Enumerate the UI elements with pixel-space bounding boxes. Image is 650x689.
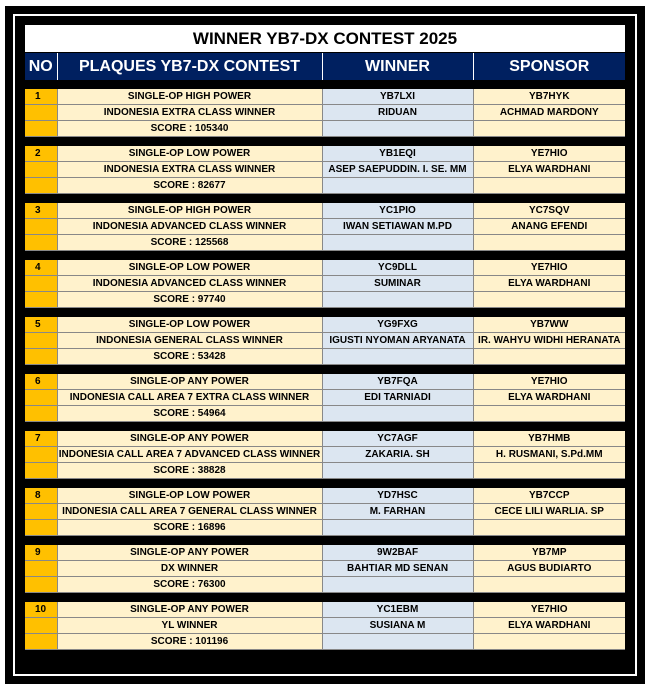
header-winner: WINNER [322,53,473,81]
entry-category: SINGLE-OP ANY POWER [57,602,322,618]
entry-score: SCORE : 82677 [57,178,322,194]
entry-category: SINGLE-OP HIGH POWER [57,203,322,219]
entry-number: 8 [25,488,57,504]
entry-row-class [25,105,625,121]
entry-score: SCORE : 53428 [57,349,322,365]
entry-row-category [25,146,625,162]
number-cell-filler [25,162,57,178]
header-plaques: PLAQUES YB7-DX CONTEST [57,53,322,81]
winner-empty-cell [322,121,473,137]
winner-empty-cell [322,292,473,308]
number-cell-filler [25,292,57,308]
entry-row-score [25,577,625,593]
number-cell-filler [25,349,57,365]
entry-row-score [25,406,625,422]
row-gap [25,251,625,261]
entry-row-category [25,317,625,333]
entry-row-score [25,349,625,365]
gap-cell [25,593,625,603]
entry-score: SCORE : 16896 [57,520,322,536]
gap-cell [25,650,625,660]
gap-cell [25,422,625,432]
gap-cell [25,308,625,318]
winner-name: RIDUAN [322,105,473,121]
entry-row-category [25,374,625,390]
row-gap [25,308,625,318]
number-cell-filler [25,105,57,121]
entry-class: INDONESIA CALL AREA 7 ADVANCED CLASS WINNER [57,447,322,463]
winner-callsign: YD7HSC [322,488,473,504]
row-gap [25,650,625,660]
number-cell-filler [25,406,57,422]
winner-name: ASEP SAEPUDDIN. I. SE. MM [322,162,473,178]
sponsor-name: ACHMAD MARDONY [473,105,625,121]
sponsor-empty-cell [473,235,625,251]
row-gap [25,80,625,89]
entry-row-category [25,89,625,105]
sponsor-callsign: YC7SQV [473,203,625,219]
gap-cell [25,365,625,375]
row-gap [25,593,625,603]
entry-score: SCORE : 125568 [57,235,322,251]
sponsor-name: H. RUSMANI, S.Pd.MM [473,447,625,463]
sponsor-callsign: YB7MP [473,545,625,561]
winner-empty-cell [322,577,473,593]
number-cell-filler [25,333,57,349]
entry-category: SINGLE-OP LOW POWER [57,260,322,276]
number-cell-filler [25,178,57,194]
entry-class: INDONESIA GENERAL CLASS WINNER [57,333,322,349]
entry-row-score [25,634,625,650]
entry-class: INDONESIA EXTRA CLASS WINNER [57,105,322,121]
gap-cell [25,479,625,489]
number-cell-filler [25,235,57,251]
row-gap [25,479,625,489]
sponsor-callsign: YB7HYK [473,89,625,105]
entry-row-class [25,333,625,349]
number-cell-filler [25,577,57,593]
entry-row-score [25,178,625,194]
header-row [25,53,625,81]
entry-category: SINGLE-OP ANY POWER [57,431,322,447]
number-cell-filler [25,520,57,536]
title-row [25,25,625,53]
winner-callsign: YB7FQA [322,374,473,390]
sponsor-name: CECE LILI WARLIA. SP [473,504,625,520]
number-cell-filler [25,276,57,292]
winner-name: BAHTIAR MD SENAN [322,561,473,577]
entry-category: SINGLE-OP LOW POWER [57,488,322,504]
winner-empty-cell [322,406,473,422]
sponsor-callsign: YB7HMB [473,431,625,447]
sponsor-empty-cell [473,577,625,593]
winner-empty-cell [322,634,473,650]
winner-name: ZAKARIA. SH [322,447,473,463]
sponsor-callsign: YB7CCP [473,488,625,504]
entry-row-class [25,162,625,178]
winner-callsign: YC9DLL [322,260,473,276]
sponsor-empty-cell [473,349,625,365]
entry-class: INDONESIA EXTRA CLASS WINNER [57,162,322,178]
entry-row-category [25,260,625,276]
entry-row-class [25,276,625,292]
entry-row-category [25,545,625,561]
row-gap [25,422,625,432]
winner-empty-cell [322,520,473,536]
header-no: NO [25,53,57,81]
gap-cell [25,80,625,89]
row-gap [25,194,625,204]
entry-number: 5 [25,317,57,333]
winner-callsign: YG9FXG [322,317,473,333]
winner-callsign: YC7AGF [322,431,473,447]
number-cell-filler [25,121,57,137]
entry-score: SCORE : 76300 [57,577,322,593]
entry-row-score [25,121,625,137]
entry-class: YL WINNER [57,618,322,634]
row-gap [25,536,625,546]
number-cell-filler [25,561,57,577]
sponsor-empty-cell [473,634,625,650]
entry-score: SCORE : 97740 [57,292,322,308]
entry-row-class [25,618,625,634]
entry-class: INDONESIA CALL AREA 7 EXTRA CLASS WINNER [57,390,322,406]
sponsor-name: ELYA WARDHANI [473,618,625,634]
number-cell-filler [25,463,57,479]
entry-row-category [25,488,625,504]
entry-number: 7 [25,431,57,447]
entry-score: SCORE : 38828 [57,463,322,479]
sponsor-empty-cell [473,520,625,536]
entry-row-class [25,447,625,463]
entry-number: 10 [25,602,57,618]
entry-class: INDONESIA ADVANCED CLASS WINNER [57,219,322,235]
gap-cell [25,536,625,546]
gap-cell [25,194,625,204]
sponsor-empty-cell [473,292,625,308]
sponsor-name: ELYA WARDHANI [473,390,625,406]
entry-row-category [25,431,625,447]
entry-row-score [25,292,625,308]
gap-cell [25,251,625,261]
entry-number: 6 [25,374,57,390]
entry-row-class [25,504,625,520]
entry-class: INDONESIA CALL AREA 7 GENERAL CLASS WINNER [57,504,322,520]
header-sponsor: SPONSOR [473,53,625,81]
entry-number: 2 [25,146,57,162]
sponsor-callsign: YE7HIO [473,374,625,390]
sponsor-name: ELYA WARDHANI [473,276,625,292]
sponsor-callsign: YE7HIO [473,146,625,162]
sponsor-name: IR. WAHYU WIDHI HERANATA [473,333,625,349]
winner-name: IGUSTI NYOMAN ARYANATA [322,333,473,349]
number-cell-filler [25,634,57,650]
winner-empty-cell [322,463,473,479]
entry-row-score [25,235,625,251]
entry-score: SCORE : 105340 [57,121,322,137]
sponsor-empty-cell [473,178,625,194]
winner-callsign: 9W2BAF [322,545,473,561]
row-gap [25,137,625,147]
entry-category: SINGLE-OP ANY POWER [57,374,322,390]
sponsor-empty-cell [473,121,625,137]
entry-category: SINGLE-OP HIGH POWER [57,89,322,105]
winner-empty-cell [322,349,473,365]
entry-number: 4 [25,260,57,276]
entry-row-category [25,203,625,219]
gap-cell [25,137,625,147]
winner-callsign: YC1EBM [322,602,473,618]
entry-row-category [25,602,625,618]
entry-category: SINGLE-OP ANY POWER [57,545,322,561]
winner-callsign: YB1EQI [322,146,473,162]
sponsor-callsign: YB7WW [473,317,625,333]
number-cell-filler [25,219,57,235]
entry-class: INDONESIA ADVANCED CLASS WINNER [57,276,322,292]
sponsor-callsign: YE7HIO [473,260,625,276]
number-cell-filler [25,504,57,520]
entry-row-score [25,463,625,479]
entry-score: SCORE : 54964 [57,406,322,422]
winner-name: M. FARHAN [322,504,473,520]
sponsor-name: AGUS BUDIARTO [473,561,625,577]
entry-number: 1 [25,89,57,105]
sponsor-empty-cell [473,406,625,422]
entry-category: SINGLE-OP LOW POWER [57,146,322,162]
number-cell-filler [25,618,57,634]
results-table [25,25,625,659]
page-title: WINNER YB7-DX CONTEST 2025 [25,25,625,53]
entry-number: 3 [25,203,57,219]
sponsor-empty-cell [473,463,625,479]
winner-empty-cell [322,178,473,194]
entry-row-class [25,390,625,406]
entry-class: DX WINNER [57,561,322,577]
winner-callsign: YB7LXI [322,89,473,105]
winner-name: EDI TARNIADI [322,390,473,406]
row-gap [25,365,625,375]
winner-callsign: YC1PIO [322,203,473,219]
entry-row-class [25,219,625,235]
results-sheet [25,25,625,659]
winner-name: SUSIANA M [322,618,473,634]
number-cell-filler [25,390,57,406]
entry-score: SCORE : 101196 [57,634,322,650]
winner-name: SUMINAR [322,276,473,292]
winner-empty-cell [322,235,473,251]
sponsor-callsign: YE7HIO [473,602,625,618]
number-cell-filler [25,447,57,463]
entry-row-class [25,561,625,577]
entry-category: SINGLE-OP LOW POWER [57,317,322,333]
entry-row-score [25,520,625,536]
winner-name: IWAN SETIAWAN M.PD [322,219,473,235]
entry-number: 9 [25,545,57,561]
sponsor-name: ANANG EFENDI [473,219,625,235]
sponsor-name: ELYA WARDHANI [473,162,625,178]
